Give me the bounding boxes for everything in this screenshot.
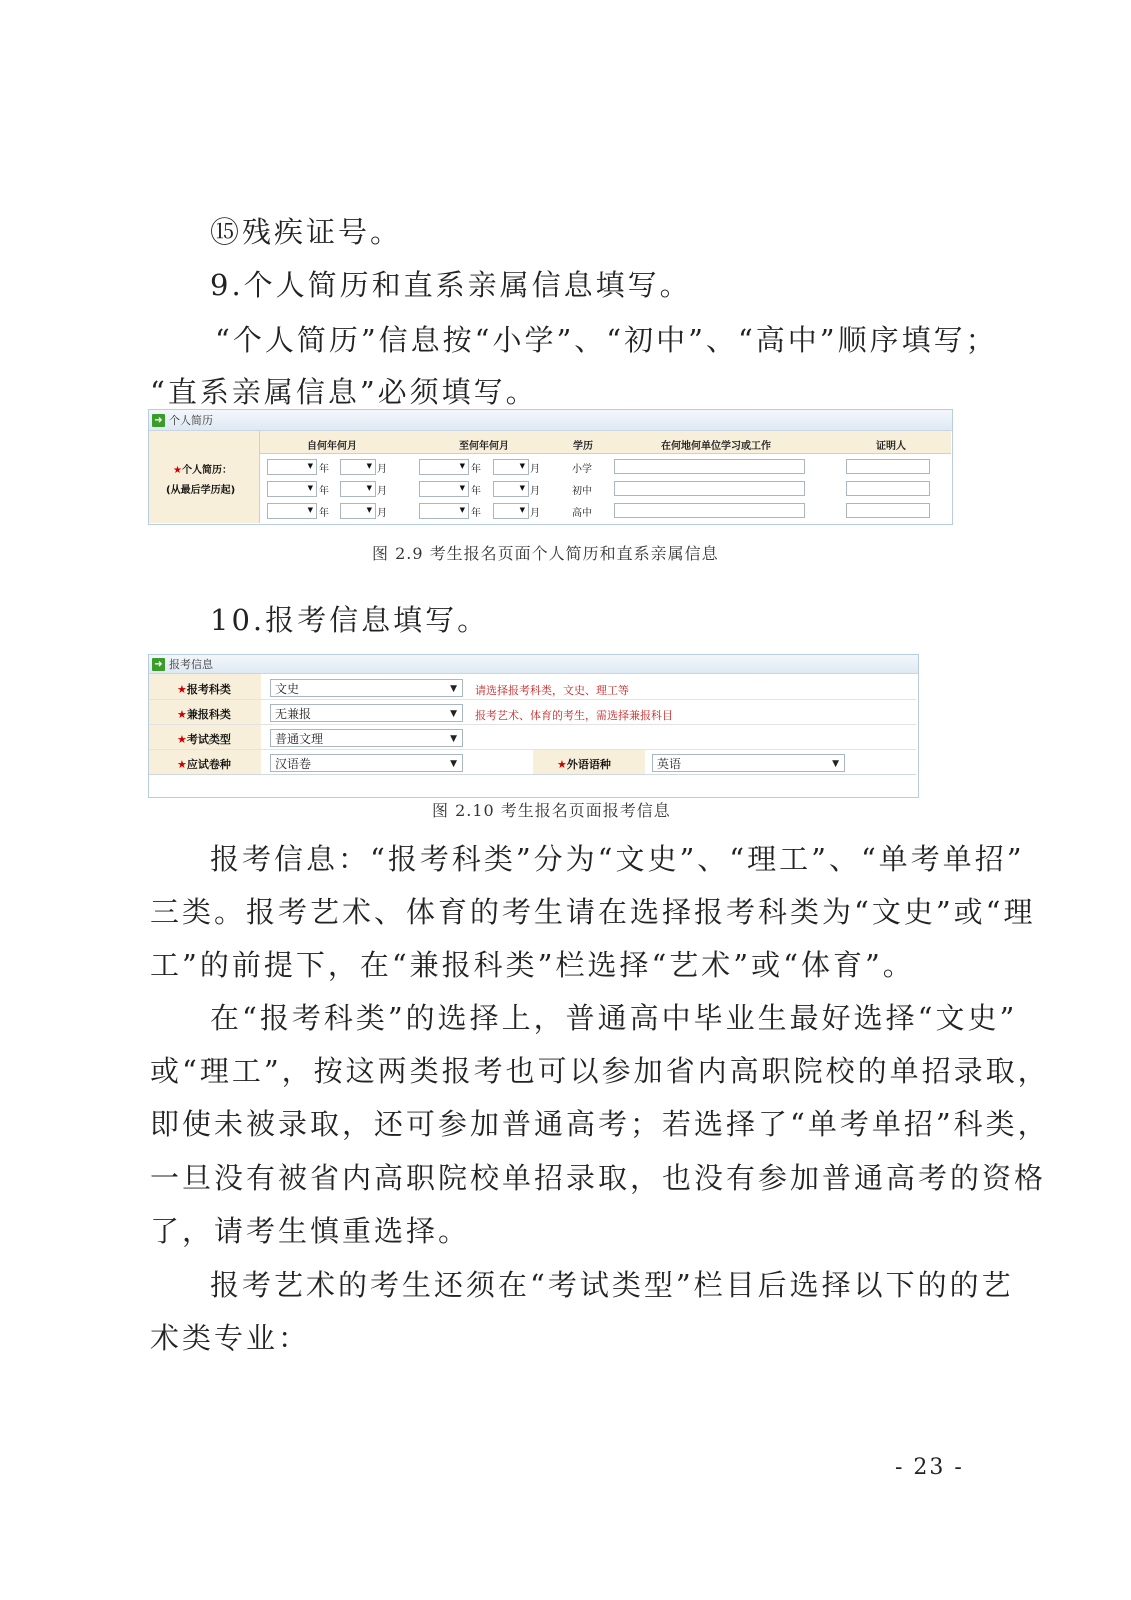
witness-input[interactable] [846,503,930,518]
month-unit: 月 [377,508,387,519]
exam-info-panel [148,654,919,798]
hint-text: 报考艺术、体育的考生，需选择兼报科目 [475,709,673,722]
year-unit: 年 [471,508,481,519]
foreign-language-select[interactable]: 英语 ▼ [652,754,845,772]
year-unit: 年 [471,464,481,475]
text-line: “直系亲属信息”必须填写。 [150,375,538,409]
paragraph-line: 在“报考科类”的选择上，普通高中毕业生最好选择“文史” [210,1001,1018,1035]
paper-type-label: ★应试卷种 [177,758,231,771]
place-input[interactable] [614,503,805,518]
month-unit: 月 [377,464,387,475]
paragraph-line: 三类。报考艺术、体育的考生请在选择报考科类为“文史”或“理 [150,895,1036,929]
to-month-select[interactable]: ▼ [493,481,529,497]
exam-type-select[interactable]: 普通文理 ▼ [270,729,463,747]
text-line: “个人简历”信息按“小学”、“初中”、“高中”顺序填写； [215,323,998,357]
header-to: 至何年何月 [459,441,509,452]
place-input[interactable] [614,459,805,474]
header-row [260,431,951,454]
to-month-select[interactable]: ▼ [493,503,529,519]
paper-type-select[interactable]: 汉语卷 ▼ [270,754,463,772]
education-level: 小学 [572,464,592,475]
page-number: - 23 - [895,1455,964,1480]
year-unit: 年 [319,464,329,475]
resume-panel [148,409,953,525]
year-unit: 年 [319,508,329,519]
header-education: 学历 [573,441,593,452]
education-level: 高中 [572,508,592,519]
paragraph-line: 报考信息：“报考科类”分为“文史”、“理工”、“单考单招” [210,842,1025,876]
witness-input[interactable] [846,481,930,496]
triangle-down-icon: ▼ [450,759,457,769]
to-year-select[interactable]: ▼ [419,481,469,497]
exam-panel-title [149,655,918,674]
triangle-down-icon: ▼ [450,709,457,719]
place-input[interactable] [614,481,805,496]
paragraph-line: 一旦没有被省内高职院校单招录取，也没有参加普通高考的资格 [150,1161,1047,1195]
to-month-select[interactable]: ▼ [493,459,529,475]
hint-text: 请选择报考科类，文史、理工等 [475,684,629,697]
to-year-select[interactable]: ▼ [419,459,469,475]
triangle-down-icon: ▼ [450,684,457,694]
month-unit: 月 [530,464,540,475]
panel-title: 个人简历 [169,414,213,427]
from-month-select[interactable]: ▼ [340,459,376,475]
paragraph-line: 术类专业： [150,1321,311,1355]
header-place: 在何地何单位学习或工作 [661,441,771,452]
resume-row-note: (从最后学历起) [166,485,236,496]
section-heading: 10.报考信息填写。 [210,603,490,637]
from-month-select[interactable]: ▼ [340,503,376,519]
panel-title: 报考信息 [169,658,213,671]
year-unit: 年 [471,486,481,497]
from-month-select[interactable]: ▼ [340,481,376,497]
triangle-down-icon: ▼ [832,759,839,769]
text-line: ⑮残疾证号。 [210,215,403,249]
month-unit: 月 [377,486,387,497]
subject-category-select[interactable]: 文史 ▼ [270,679,463,697]
header-from: 自何年何月 [307,441,357,452]
month-unit: 月 [530,508,540,519]
year-unit: 年 [319,486,329,497]
green-arrow-icon: ➜ [152,658,165,671]
header-witness: 证明人 [876,441,906,452]
extra-category-select[interactable]: 无兼报 ▼ [270,704,463,722]
paragraph-line: 了，请考生慎重选择。 [150,1214,471,1248]
month-unit: 月 [530,486,540,497]
figure-caption: 图 2.10 考生报名页面报考信息 [432,801,671,820]
section-heading: 9.个人简历和直系亲属信息填写。 [210,268,692,302]
figure-caption: 图 2.9 考生报名页面个人简历和直系亲属信息 [372,544,719,563]
paragraph-line: 或“理工”，按这两类报考也可以参加省内高职院校的单招录取， [150,1054,1050,1088]
resume-row-label: ★个人简历： [173,465,232,476]
education-level: 初中 [572,486,592,497]
paragraph-line: 工”的前提下，在“兼报科类”栏选择“艺术”或“体育”。 [150,948,915,982]
to-year-select[interactable]: ▼ [419,503,469,519]
green-arrow-icon: ➜ [152,414,165,427]
from-year-select[interactable]: ▼ [267,459,317,475]
paragraph-line: 即使未被录取，还可参加普通高考；若选择了“单考单招”科类， [150,1107,1050,1141]
from-year-select[interactable]: ▼ [267,481,317,497]
triangle-down-icon: ▼ [450,734,457,744]
exam-type-label: ★考试类型 [177,733,231,746]
extra-category-label: ★兼报科类 [177,708,231,721]
row-label-area [149,431,260,523]
paragraph-line: 报考艺术的考生还须在“考试类型”栏目后选择以下的的艺 [210,1268,1014,1302]
from-year-select[interactable]: ▼ [267,503,317,519]
foreign-language-label: ★外语语种 [557,758,611,771]
subject-category-label: ★报考科类 [177,683,231,696]
witness-input[interactable] [846,459,930,474]
resume-panel-title [149,410,952,431]
